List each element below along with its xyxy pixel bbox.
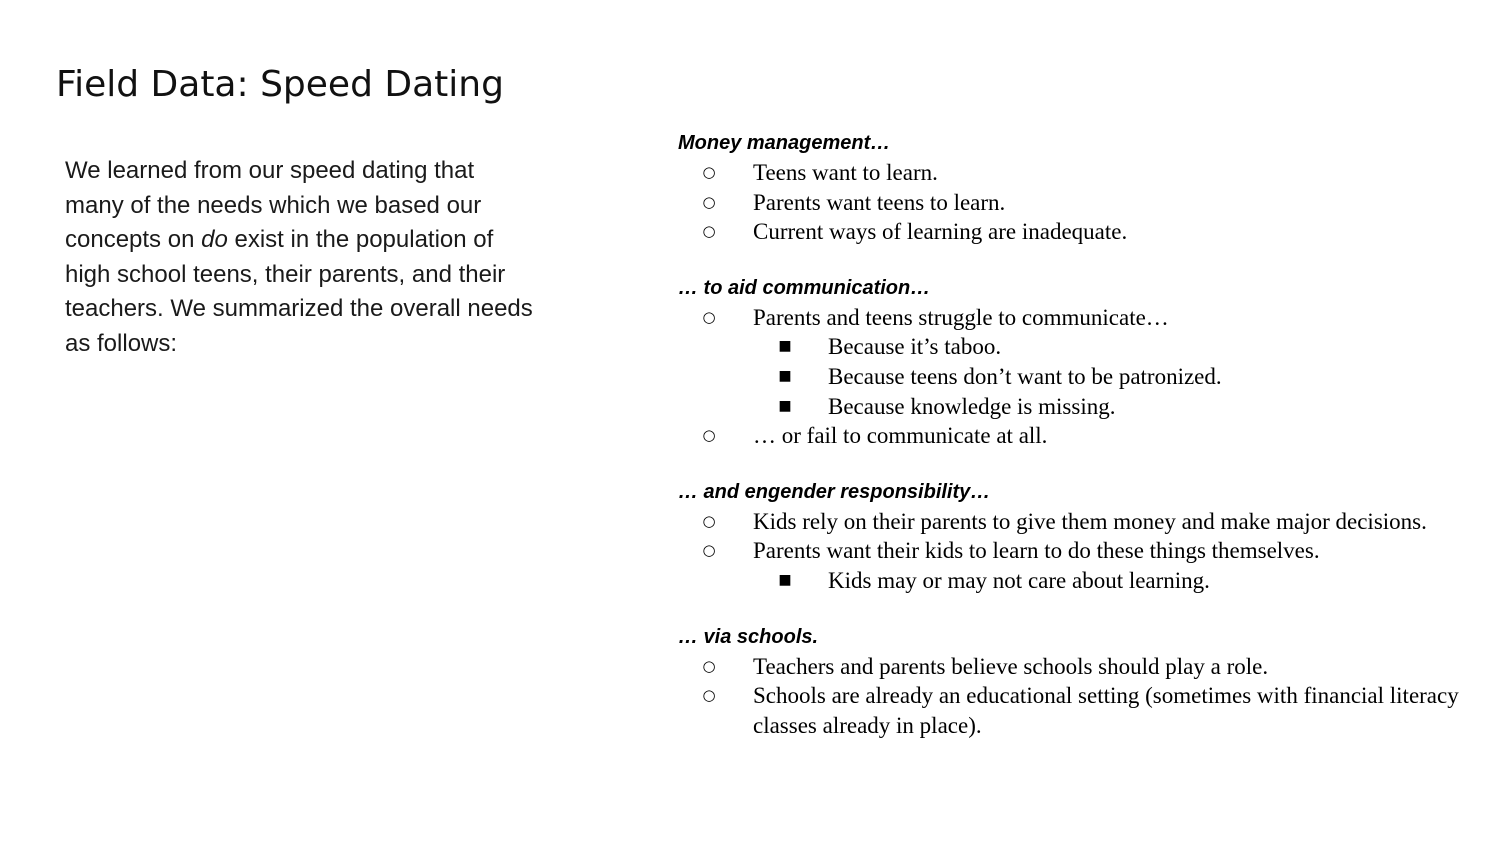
list-item-text: Parents and teens struggle to communicate… (753, 304, 1169, 330)
list-item (678, 652, 1478, 682)
section-heading: Money management… (678, 132, 891, 154)
intro-paragraph (65, 154, 535, 361)
needs-section (678, 128, 1478, 247)
needs-list (678, 652, 1478, 741)
list-item (678, 536, 1478, 595)
filled-square-bullet-icon: ■ (778, 571, 792, 588)
intro-emphasis: do (201, 226, 228, 253)
list-item (678, 217, 1478, 247)
sub-list-item-text: Because knowledge is missing. (828, 393, 1116, 419)
list-item-text: Schools are already an educational setting (sometimes with financial literacy classes already in place). (753, 683, 1459, 738)
list-item-text: Teachers and parents believe schools should play a role. (753, 653, 1269, 679)
intro-text-end: exist in the population of high school teens, their parents, and their teachers. We summarized the overall needs as follows: (65, 226, 533, 357)
list-item (678, 158, 1478, 188)
needs-summary (678, 128, 1478, 740)
filled-square-bullet-icon: ■ (778, 397, 792, 414)
sub-list-item-text: Because it’s taboo. (828, 334, 1002, 360)
list-item (678, 681, 1478, 740)
list-item-text: Parents want their kids to learn to do these things themselves. (753, 538, 1320, 564)
hollow-circle-bullet-icon: ○ (702, 511, 716, 530)
intro-text-start: We learned from our speed dating that many of the needs which we based our concepts on (65, 157, 482, 253)
needs-list (678, 303, 1478, 451)
needs-section (678, 477, 1478, 596)
list-item-text: … or fail to communicate at all. (753, 423, 1048, 449)
hollow-circle-bullet-icon: ○ (702, 222, 716, 241)
hollow-circle-bullet-icon: ○ (702, 656, 716, 675)
list-item (678, 507, 1478, 537)
list-item-text: Teens want to learn. (753, 160, 938, 185)
section-heading: … to aid communication… (678, 276, 931, 299)
needs-section (678, 622, 1478, 741)
sub-list-item (753, 392, 1478, 422)
hollow-circle-bullet-icon: ○ (702, 541, 716, 560)
needs-list (678, 158, 1478, 247)
list-item (678, 303, 1478, 421)
sub-list (753, 566, 1478, 596)
list-item-text: Current ways of learning are inadequate. (753, 219, 1128, 245)
sub-list-item (753, 362, 1478, 392)
hollow-circle-bullet-icon: ○ (702, 163, 716, 181)
section-heading: … and engender responsibility… (678, 480, 991, 503)
list-item-text: Parents want teens to learn. (753, 189, 1006, 215)
slide-title: Field Data: Speed Dating (56, 64, 504, 105)
hollow-circle-bullet-icon: ○ (702, 686, 716, 705)
hollow-circle-bullet-icon: ○ (702, 307, 716, 326)
needs-list (678, 507, 1478, 596)
hollow-circle-bullet-icon: ○ (702, 192, 716, 211)
sub-list-item (753, 566, 1478, 596)
sub-list-item-text: Kids may or may not care about learning. (828, 567, 1210, 593)
list-item-text: Kids rely on their parents to give them money and make major decisions. (753, 508, 1427, 534)
sub-list-item (753, 332, 1478, 362)
sub-list (753, 332, 1478, 421)
sub-list-item-text: Because teens don’t want to be patronized. (828, 363, 1222, 389)
hollow-circle-bullet-icon: ○ (702, 426, 716, 445)
section-heading: … via schools. (678, 625, 819, 648)
filled-square-bullet-icon: ■ (778, 367, 792, 384)
list-item (678, 421, 1478, 451)
filled-square-bullet-icon: ■ (778, 338, 792, 355)
needs-section (678, 273, 1478, 451)
list-item (678, 188, 1478, 218)
